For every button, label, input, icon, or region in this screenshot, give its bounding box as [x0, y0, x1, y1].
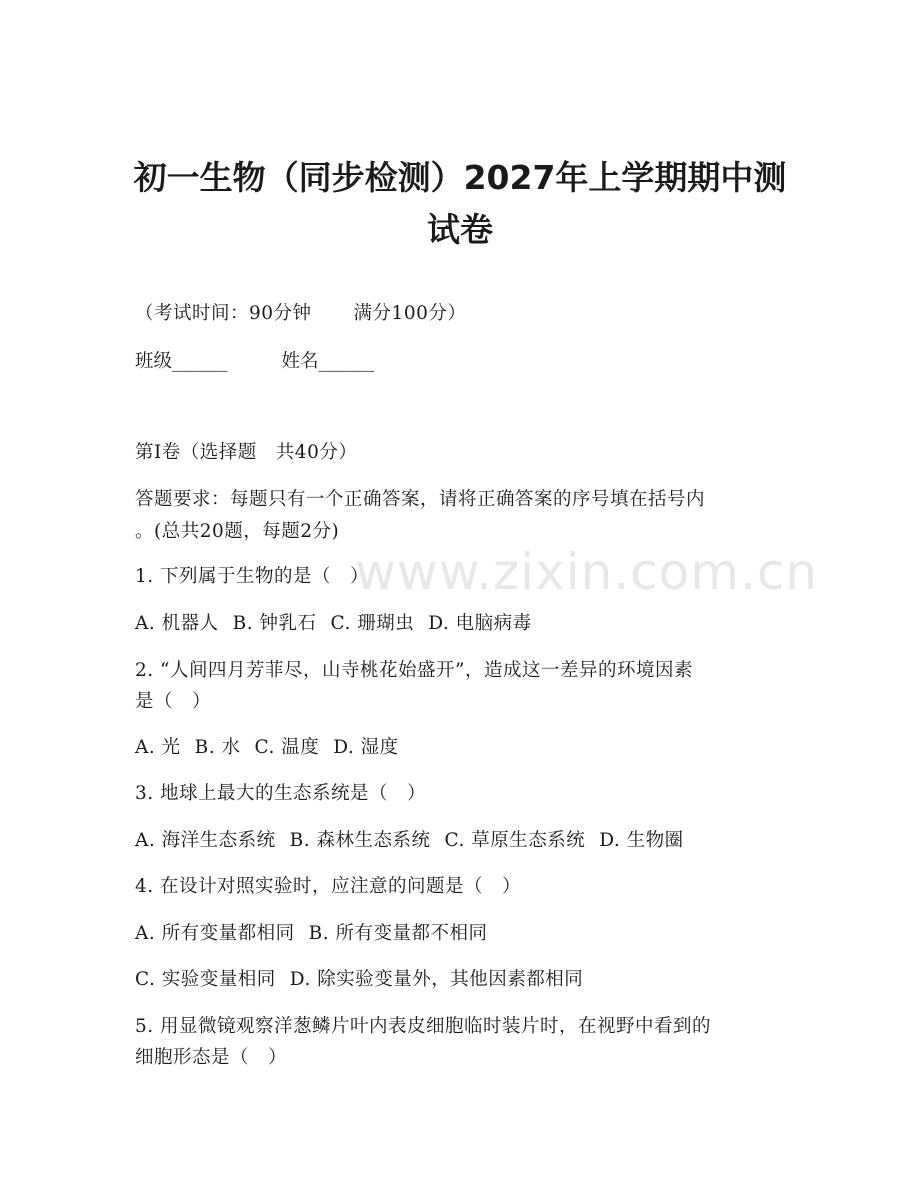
name-field: 姓名______	[281, 351, 375, 372]
option: C. 草原生态系统	[444, 830, 586, 851]
question-1-options	[135, 608, 532, 640]
option: A. 海洋生态系统	[135, 830, 276, 851]
option: C. 温度	[254, 737, 320, 758]
document-title-line-2: 试卷	[427, 210, 493, 249]
option: D. 除实验变量外，其他因素都相同	[289, 969, 584, 990]
option: B. 钟乳石	[232, 613, 317, 634]
exam-score: 满分100分）	[353, 303, 467, 324]
exam-info	[135, 298, 466, 330]
option: D. 电脑病毒	[428, 613, 532, 634]
class-field: 班级______	[135, 351, 228, 372]
option: B. 水	[194, 737, 241, 758]
question-4-options-line-1	[135, 918, 487, 950]
question-2-options	[135, 732, 399, 764]
instructions-line-1: 答题要求：每题只有一个正确答案，请将正确答案的序号填在括号内	[135, 489, 706, 510]
option: D. 生物圈	[599, 830, 684, 851]
question-1-stem: 1. 下列属于生物的是（ ）	[135, 566, 370, 587]
question-5-stem-line-2: 细胞形态是（ ）	[135, 1047, 288, 1068]
option: C. 实验变量相同	[135, 969, 276, 990]
question-3-options	[135, 825, 684, 857]
watermark: www.zixin.com.cn	[355, 543, 819, 601]
section-heading: 第I卷（选择题 共40分）	[135, 442, 358, 463]
question-2-stem-line-2: 是（ ）	[135, 691, 212, 712]
student-fields	[135, 346, 374, 378]
option: A. 光	[135, 737, 181, 758]
question-3-stem: 3. 地球上最大的生态系统是（ ）	[135, 783, 427, 804]
option: B. 森林生态系统	[289, 830, 431, 851]
option: A. 所有变量都相同	[135, 923, 295, 944]
option: A. 机器人	[135, 613, 219, 634]
question-2-stem-line-1: 2. “人间四月芳菲尽，山寺桃花始盛开”，造成这一差异的环境因素	[135, 660, 693, 681]
document-title-line-1: 初一生物（同步检测）2027年上学期期中测	[133, 158, 787, 197]
question-5-stem-line-1: 5. 用显微镜观察洋葱鳞片叶内表皮细胞临时装片时，在视野中看到的	[135, 1016, 712, 1037]
option: C. 珊瑚虫	[330, 613, 415, 634]
instructions-line-2: 。(总共20题，每题2分)	[135, 521, 340, 542]
question-4-stem: 4. 在设计对照实验时，应注意的问题是（ ）	[135, 876, 522, 897]
option: B. 所有变量都不相同	[308, 923, 488, 944]
exam-time: （考试时间：90分钟	[135, 303, 312, 324]
option: D. 湿度	[333, 737, 399, 758]
question-4-options-line-2	[135, 964, 583, 996]
